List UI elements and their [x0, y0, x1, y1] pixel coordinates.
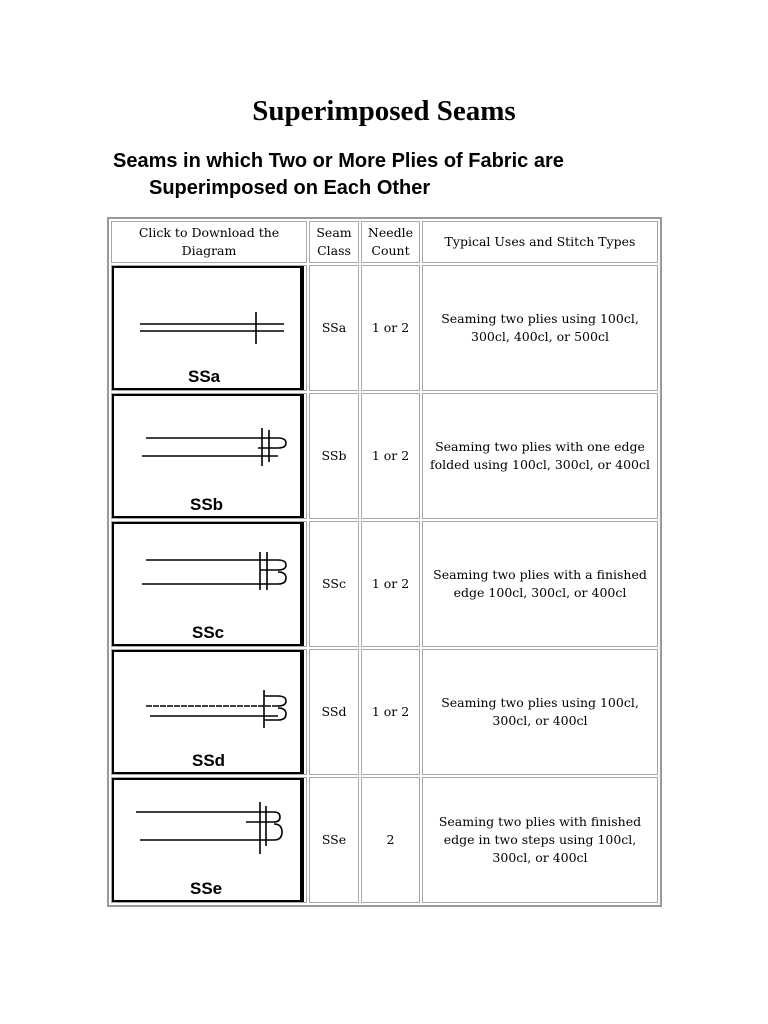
uses-cell: Seaming two plies using 100cl, 300cl, or 400cl	[422, 649, 658, 775]
seam-diagram-ssc-image	[114, 524, 302, 644]
needle-count-cell: 1 or 2	[361, 393, 420, 519]
seam-diagram-ssb-image	[114, 396, 302, 516]
seam-diagram-ssb-link[interactable]	[112, 394, 304, 518]
diagram-label: SSb	[190, 495, 224, 514]
diagram-cell	[111, 649, 307, 775]
table-row	[111, 265, 658, 391]
diagram-label: SSc	[192, 623, 225, 642]
diagram-cell	[111, 265, 307, 391]
seam-class-cell: SSa	[309, 265, 359, 391]
seam-class-cell: SSc	[309, 521, 359, 647]
diagram-label: SSd	[192, 751, 226, 770]
seam-diagram-ssc-link[interactable]	[112, 522, 304, 646]
header-needle-count: Needle Count	[361, 221, 420, 263]
subtitle-line-1: Seams in which Two or More Plies of Fabric are	[113, 150, 564, 172]
diagram-cell	[111, 393, 307, 519]
diagram-label: SSa	[188, 367, 221, 386]
table-row	[111, 777, 658, 903]
needle-count-cell: 1 or 2	[361, 649, 420, 775]
diagram-cell	[111, 777, 307, 903]
table-row	[111, 649, 658, 775]
seam-diagram-sse-link[interactable]	[112, 778, 304, 902]
diagram-label: SSe	[190, 879, 223, 898]
table-row	[111, 393, 658, 519]
seam-diagram-ssa-image	[114, 268, 302, 388]
seam-diagram-sse-image	[114, 780, 302, 900]
uses-cell: Seaming two plies with a finished edge 100cl, 300cl, or 400cl	[422, 521, 658, 647]
seam-diagram-ssd-image	[114, 652, 302, 772]
page-title: Superimposed Seams	[252, 95, 516, 127]
table-header-row	[111, 221, 658, 263]
seam-class-cell: SSe	[309, 777, 359, 903]
seam-class-cell: SSb	[309, 393, 359, 519]
needle-count-cell: 1 or 2	[361, 521, 420, 647]
needle-count-cell: 1 or 2	[361, 265, 420, 391]
seam-class-cell: SSd	[309, 649, 359, 775]
seam-diagram-ssa-link[interactable]	[112, 266, 304, 390]
header-uses: Typical Uses and Stitch Types	[422, 221, 658, 263]
uses-cell: Seaming two plies with one edge folded using 100cl, 300cl, or 400cl	[422, 393, 658, 519]
diagram-cell	[111, 521, 307, 647]
seam-table	[107, 217, 662, 907]
subtitle-line-2: Superimposed on Each Other	[149, 177, 431, 199]
seam-diagram-ssd-link[interactable]	[112, 650, 304, 774]
uses-cell: Seaming two plies using 100cl, 300cl, 400cl, or 500cl	[422, 265, 658, 391]
header-diagram: Click to Download the Diagram	[111, 221, 307, 263]
header-seam-class: Seam Class	[309, 221, 359, 263]
needle-count-cell: 2	[361, 777, 420, 903]
page-subtitle	[113, 148, 673, 202]
uses-cell: Seaming two plies with finished edge in two steps using 100cl, 300cl, or 400cl	[422, 777, 658, 903]
table-row	[111, 521, 658, 647]
